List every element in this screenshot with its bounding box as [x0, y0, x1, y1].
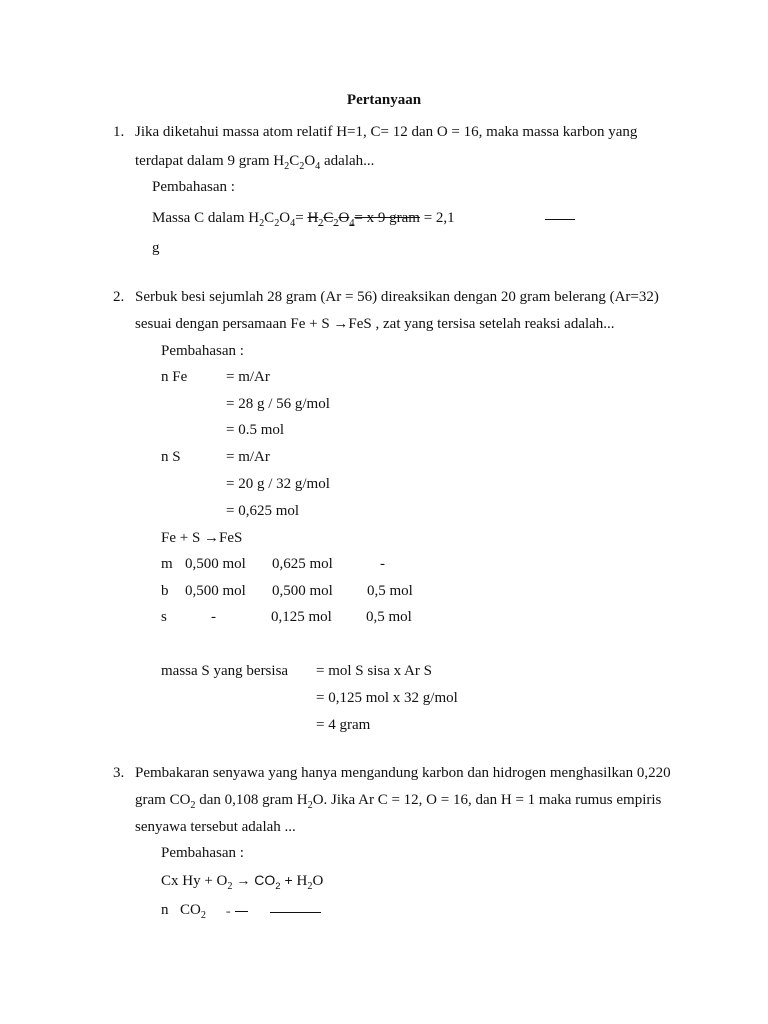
question-text-line: Serbuk besi sejumlah 28 gram (Ar = 56) direaksikan dengan 20 gram belerang (Ar=32) [135, 289, 659, 305]
answer-result: = 2,1 [419, 210, 455, 226]
plus-sign: + [280, 872, 297, 888]
n-s-label: n S [161, 449, 181, 465]
text-run: . Jika Ar C = 12, O = 16, dan H = 1 maka rumus empiris [323, 792, 662, 808]
question-text-line [135, 791, 661, 809]
question-text-line [135, 152, 374, 170]
cell-fes: 0,5 mol [367, 583, 413, 599]
calc-step: = m/Ar [226, 369, 270, 385]
chemical-formula: $CO_2$ [254, 872, 281, 892]
row-label: m [161, 556, 173, 572]
struck-formula: $H_2C_2O_4$ [307, 210, 355, 229]
question-text-line: senyawa tersebut adalah ... [135, 819, 296, 835]
calc-step: = mol S sisa x Ar S [316, 663, 432, 679]
n-fe-label: n Fe [161, 369, 188, 385]
arrow-icon: → [232, 872, 255, 888]
question-number: 2. [113, 289, 125, 305]
fraction-bar [235, 911, 248, 912]
pembahasan-heading: Pembahasan : [152, 179, 235, 195]
row-label: s [161, 609, 167, 625]
calc-step: = 28 g / 56 g/mol [226, 396, 330, 412]
fraction-bar [545, 219, 575, 220]
equals-sign: = [295, 210, 308, 226]
question-number: 1. [113, 124, 125, 140]
cell-fe: - [211, 609, 216, 625]
cell-s: 0,125 mol [271, 609, 332, 625]
text-run: gram [135, 792, 170, 808]
text-run: adalah... [320, 153, 375, 169]
reaction-equation: Fe + S →FeS [161, 530, 243, 546]
chemical-formula: $H_2C_2O_4$ [248, 210, 296, 229]
chemical-formula: $CO_2$ [169, 792, 196, 811]
calc-step: = 0.5 mol [226, 422, 285, 438]
chemical-formula: $CO_2$ [180, 902, 206, 921]
question-text-line: sesuai dengan persamaan Fe + S →FeS , zat yang tersisa setelah reaksi adalah... [135, 316, 615, 332]
pembahasan-heading: Pembahasan : [161, 343, 244, 359]
cell-s: 0,500 mol [272, 583, 333, 599]
question-number: 3. [113, 765, 125, 781]
calc-step: = 0,125 mol x 32 g/mol [316, 690, 458, 706]
answer-line [152, 209, 455, 227]
chemical-formula: $H_2O$ [296, 873, 324, 892]
text-run: terdapat dalam 9 gram [135, 153, 274, 169]
calc-step: = 4 gram [316, 717, 371, 733]
page-title: Pertanyaan [346, 92, 422, 108]
n-co2-label: n [161, 902, 169, 918]
text-run: Cx Hy + [161, 873, 217, 889]
pembahasan-heading: Pembahasan : [161, 845, 244, 861]
calc-step: = m/Ar [226, 449, 270, 465]
struck-text: = x 9 gram [354, 210, 420, 226]
answer-prefix: Massa C dalam [152, 210, 249, 226]
cell-fe: 0,500 mol [185, 556, 246, 572]
cell-fe: 0,500 mol [185, 583, 246, 599]
cell-fes: - [380, 556, 385, 572]
answer-unit: g [152, 240, 160, 256]
question-text-line: Pembakaran senyawa yang hanya mengandung karbon dan hidrogen menghasilkan 0,220 [135, 765, 671, 781]
chemical-formula: $H_2O$ [296, 792, 324, 811]
combustion-equation [161, 871, 323, 890]
row-label: b [161, 583, 169, 599]
fraction-bar [270, 912, 321, 913]
calc-step: = 20 g / 32 g/mol [226, 476, 330, 492]
question-text-line: Jika diketahui massa atom relatif H=1, C= 12 dan O = 16, maka massa karbon yang [135, 124, 638, 140]
cell-s: 0,625 mol [272, 556, 333, 572]
calc-step: = 0,625 mol [226, 503, 300, 519]
chemical-formula: $H_2C_2O_4$ [273, 153, 321, 172]
text-run: dan 0,108 gram [195, 792, 297, 808]
cell-fes: 0,5 mol [366, 609, 412, 625]
equals-sign: = [226, 908, 231, 917]
chemical-formula: $O_2$ [216, 873, 233, 892]
remaining-label: massa S yang bersisa [161, 663, 289, 679]
